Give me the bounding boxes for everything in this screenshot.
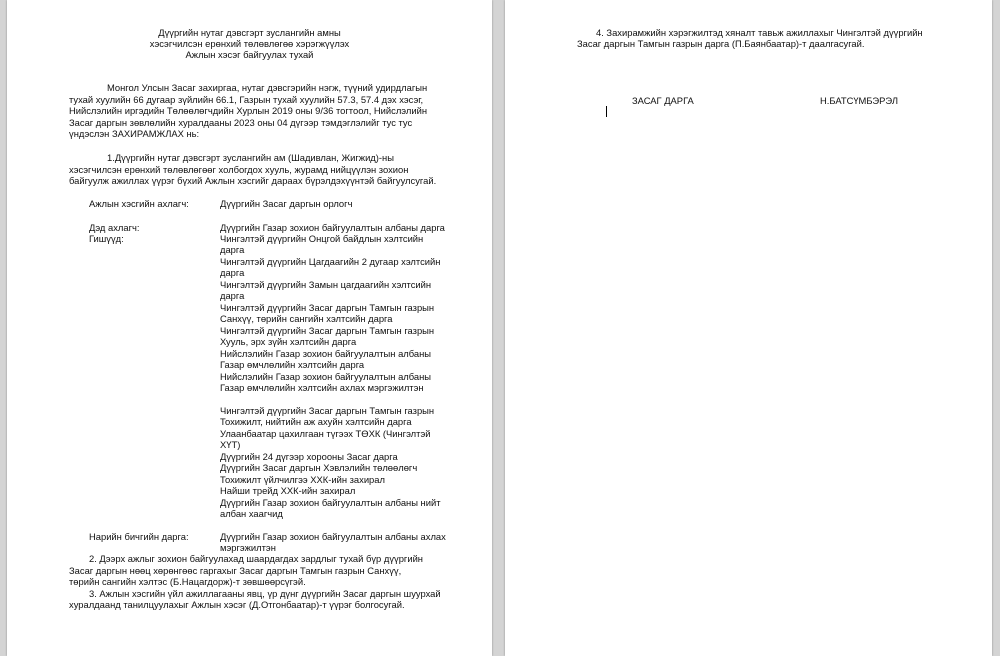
title-line-3: Ажлын хэсэг байгуулах тухай: [185, 49, 314, 60]
vice-value: Дүүргийн Газар зохион байгуулалтын албаны дарга: [220, 222, 445, 233]
member-line: Дүүргийн Засаг даргын Хэвлэлийн төлөөлөгч: [220, 462, 418, 473]
signature-title: ЗАСАГ ДАРГА: [632, 95, 694, 106]
document-page-2[interactable]: [505, 0, 992, 656]
intro-line-2: тухай хуулийн 66 дугаар зүйлийн 66.1, Газрын тухай хуулийн 57.3, 57.4 дэх хэсэг,: [69, 94, 424, 105]
document-page-1[interactable]: [7, 0, 492, 656]
item2-line-3: төрийн сангийн хэлтэс (Б.Нацагдорж)-т зөвшөөрсүгэй.: [69, 576, 306, 587]
secretary-line: Дүүргийн Газар зохион байгуулалтын албаны ахлах: [220, 531, 446, 542]
member-line: Газар өмчлөлийн хэлтсийн ахлах мэргэжилтэн: [220, 382, 424, 393]
intro-line-1: Монгол Улсын Засаг захиргаа, нутаг дэвсгэрийн нэгж, түүний удирдлагын: [107, 82, 428, 93]
item2-line-2: Засаг даргын нөөц хөрөнгөөс гаргахыг Засаг даргын Тамгын газрын Санхүү,: [69, 565, 402, 576]
item3-line-2: хуралдаанд танилцуулахыг Ажлын хэсэг (Д.Отгонбаатар)-т үүрэг болгосугай.: [69, 599, 405, 610]
signature-name: Н.БАТСҮМБЭРЭЛ: [820, 95, 898, 106]
item1-line-1: 1.Дүүргийн нутаг дэвсгэрт зуслангийн ам (Шадивлан, Жигжид)-ны: [107, 152, 394, 163]
member-line: Хууль, эрх зүйн хэлтсийн дарга: [220, 336, 357, 347]
intro-line-3: Нийслэлийн иргэдийн Төлөөлөгчдийн Хурлын 2019 оны 9/36 тогтоол, Нийслэлийн: [69, 105, 428, 116]
intro-line-5: үндэслэн ЗАХИРАМЖЛАХ нь:: [69, 128, 200, 139]
chair-value: Дүүргийн Засаг даргын орлогч: [220, 198, 353, 209]
member-line: Найши трейд ХХК-ийн захирал: [220, 485, 356, 496]
member-line: Чингэлтэй дүүргийн Онцгой байдлын хэлтсийн: [220, 233, 424, 244]
member-line: Тохижилт үйлчилгээ ХХК-ийн захирал: [220, 474, 385, 485]
member-line: Чингэлтэй дүүргийн Засаг даргын Тамгын газрын: [220, 325, 435, 336]
members-label: Гишүүд:: [89, 233, 124, 244]
member-line: Чингэлтэй дүүргийн Замын цагдаагийн хэлтсийн: [220, 279, 432, 290]
member-line: Чингэлтэй дүүргийн Цагдаагийн 2 дугаар хэлтсийн: [220, 256, 441, 267]
member-line: Тохижилт, нийтийн аж ахуйн хэлтсийн дарга: [220, 416, 412, 427]
secretary-label: Нарийн бичгийн дарга:: [89, 531, 189, 542]
text-cursor: [606, 106, 607, 117]
item2-line-1: 2. Дээрх ажлыг зохион байгуулахад шаардагдах зардлыг тухай бүр дүүргийн: [89, 553, 423, 564]
member-line: Дүүргийн 24 дүгээр хорооны Засаг дарга: [220, 451, 398, 462]
member-line: дарга: [220, 290, 245, 301]
item4-line-1: 4. Захирамжийн хэрэгжилтэд хяналт тавьж ажиллахыг Чингэлтэй дүүргийн: [596, 27, 923, 38]
member-line: Дүүргийн Газар зохион байгуулалтын албаны нийт: [220, 497, 441, 508]
member-line: албан хаагчид: [220, 508, 283, 519]
intro-line-4: Засаг даргын зөвлөлийн хуралдааны 2023 оны 04 дүгээр тэмдэглэлийг тус тус: [69, 117, 413, 128]
member-line: Нийслэлийн Газар зохион байгуулалтын албаны: [220, 348, 432, 359]
item3-line-1: 3. Ажлын хэсгийн үйл ажиллагааны явц, үр дүнг дүүргийн Засаг даргын шуурхай: [89, 588, 441, 599]
vice-label: Дэд ахлагч:: [89, 222, 140, 233]
member-line: Улаанбаатар цахилгаан түгээх ТӨХК (Чингэлтэй: [220, 428, 431, 439]
item1-line-2: хэсэгчилсэн ерөнхий төлөвлөгөөг холбогдох хууль, журамд нийцүүлэн зохион: [69, 164, 409, 175]
chair-label: Ажлын хэсгийн ахлагч:: [89, 198, 189, 209]
member-line: дарга: [220, 244, 245, 255]
member-line: Чингэлтэй дүүргийн Засаг даргын Тамгын газрын: [220, 405, 435, 416]
member-line: ХҮТ): [220, 439, 241, 450]
member-line: Чингэлтэй дүүргийн Засаг даргын Тамгын газрын: [220, 302, 435, 313]
item4-line-2: Засаг даргын Тамгын газрын дарга (П.Баянбаатар)-т даалгасугай.: [577, 38, 865, 49]
title-line-1: Дүүргийн нутаг дэвсгэрт зуслангийн амны: [158, 27, 341, 38]
item1-line-3: байгуулж ажиллах үүрэг бүхий Ажлын хэсгийг дараах бүрэлдэхүүнтэй байгуулсугай.: [69, 175, 437, 186]
member-line: дарга: [220, 267, 245, 278]
member-line: Санхүү, төрийн сангийн хэлтсийн дарга: [220, 313, 393, 324]
member-line: Нийслэлийн Газар зохион байгуулалтын албаны: [220, 371, 432, 382]
member-line: Газар өмчлөлийн хэлтсийн дарга: [220, 359, 365, 370]
title-line-2: хэсэгчилсэн ерөнхий төлөвлөгөө хэрэгжүүлэх: [149, 38, 350, 49]
secretary-line: мэргэжилтэн: [220, 542, 276, 553]
